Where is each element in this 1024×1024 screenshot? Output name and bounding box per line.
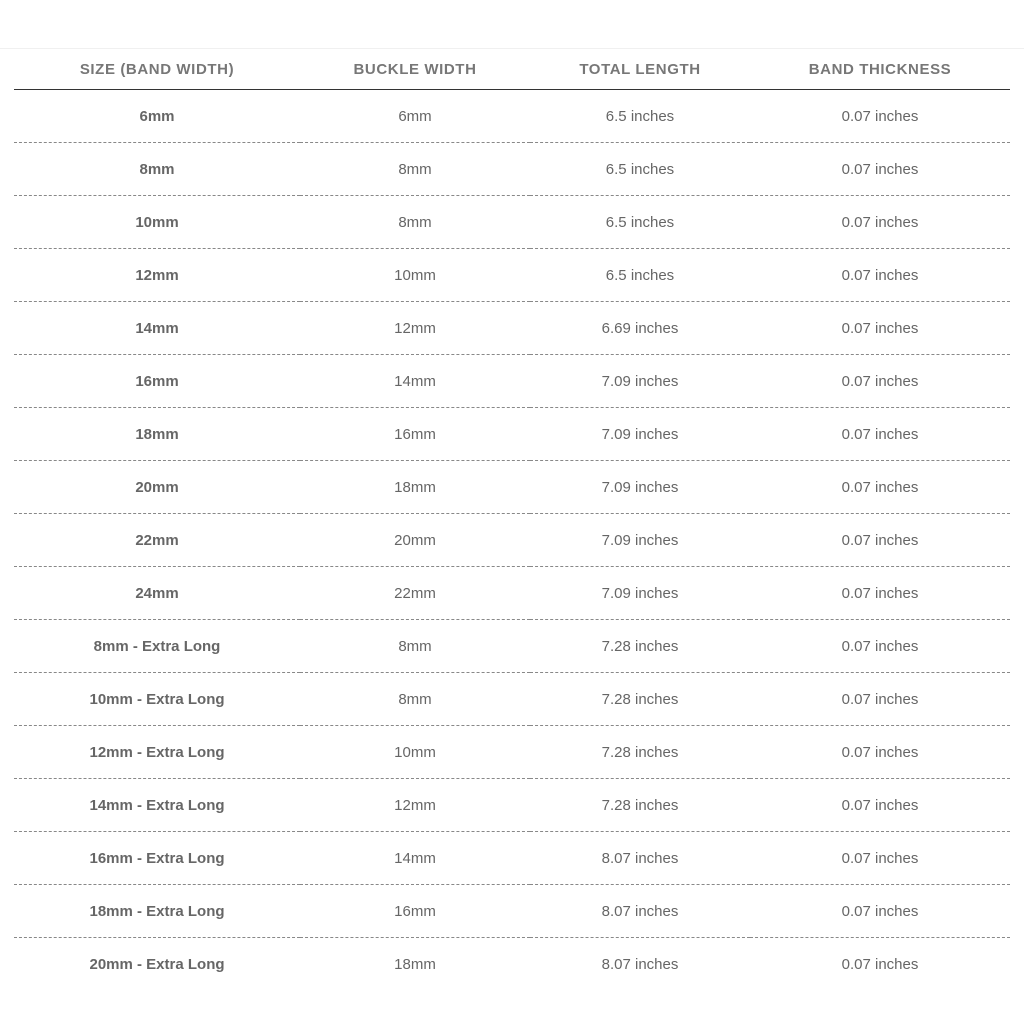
size-cell: 12mm — [14, 249, 300, 302]
buckle-width-cell: 18mm — [394, 955, 436, 973]
total-length-cell: 7.28 inches — [530, 779, 750, 832]
table-row — [14, 726, 1010, 779]
table-header-row — [14, 49, 1010, 90]
total-length-cell: 6.5 inches — [530, 143, 750, 196]
total-length-cell: 6.5 inches — [530, 90, 750, 143]
total-length-cell: 6.5 inches — [530, 249, 750, 302]
total-length-cell: 6.69 inches — [530, 302, 750, 355]
table-row — [14, 514, 1010, 567]
size-cell: 16mm — [14, 355, 300, 408]
table-row — [14, 355, 1010, 408]
size-cell: 6mm — [14, 90, 300, 143]
buckle-width-cell: 10mm — [300, 726, 530, 779]
table-row — [14, 90, 1010, 143]
header-total-length: TOTAL LENGTH — [530, 49, 750, 90]
size-cell: 8mm - Extra Long — [14, 620, 300, 673]
total-length-cell: 7.28 inches — [530, 673, 750, 726]
table-row — [14, 249, 1010, 302]
table-row — [14, 620, 1010, 673]
buckle-width-cell: 8mm — [300, 673, 530, 726]
total-length-cell: 8.07 inches — [601, 955, 679, 973]
total-length-cell: 7.09 inches — [530, 514, 750, 567]
size-cell: 14mm — [14, 302, 300, 355]
buckle-width-cell: 6mm — [300, 90, 530, 143]
table-row — [14, 885, 1010, 938]
table-row — [14, 408, 1010, 461]
header-band-thickness: BAND THICKNESS — [750, 49, 1010, 90]
buckle-width-cell: 14mm — [300, 355, 530, 408]
band-thickness-cell: 0.07 inches — [750, 726, 1010, 779]
size-cell: 12mm - Extra Long — [14, 726, 300, 779]
band-thickness-cell: 0.07 inches — [750, 779, 1010, 832]
buckle-width-cell: 14mm — [300, 832, 530, 885]
table-row — [14, 302, 1010, 355]
size-cell: 14mm - Extra Long — [14, 779, 300, 832]
size-cell: 10mm — [14, 196, 300, 249]
table-row — [14, 461, 1010, 514]
band-thickness-cell: 0.07 inches — [750, 832, 1010, 885]
size-cell: 20mm — [14, 461, 300, 514]
band-thickness-cell: 0.07 inches — [750, 143, 1010, 196]
total-length-cell: 8.07 inches — [530, 832, 750, 885]
total-length-cell: 7.28 inches — [530, 620, 750, 673]
total-length-cell: 7.09 inches — [530, 461, 750, 514]
size-cell: 18mm — [14, 408, 300, 461]
band-thickness-cell: 0.07 inches — [750, 302, 1010, 355]
band-thickness-cell: 0.07 inches — [750, 249, 1010, 302]
band-thickness-cell: 0.07 inches — [750, 514, 1010, 567]
table-row — [14, 143, 1010, 196]
band-thickness-cell: 0.07 inches — [841, 955, 919, 973]
table-row — [14, 673, 1010, 726]
table-row — [14, 196, 1010, 249]
size-cell: 20mm - Extra Long — [89, 955, 225, 973]
band-thickness-cell: 0.07 inches — [750, 673, 1010, 726]
band-thickness-cell: 0.07 inches — [750, 408, 1010, 461]
band-thickness-cell: 0.07 inches — [750, 196, 1010, 249]
buckle-width-cell: 16mm — [300, 408, 530, 461]
total-length-cell: 7.09 inches — [530, 567, 750, 620]
buckle-width-cell: 22mm — [300, 567, 530, 620]
table-row — [14, 567, 1010, 620]
band-thickness-cell: 0.07 inches — [750, 885, 1010, 938]
buckle-width-cell: 18mm — [300, 461, 530, 514]
table-body — [14, 90, 1010, 991]
band-thickness-cell: 0.07 inches — [750, 620, 1010, 673]
size-cell: 16mm - Extra Long — [14, 832, 300, 885]
band-thickness-cell: 0.07 inches — [750, 461, 1010, 514]
size-chart-table — [14, 49, 1010, 990]
buckle-width-cell: 20mm — [300, 514, 530, 567]
total-length-cell: 7.09 inches — [530, 355, 750, 408]
buckle-width-cell: 12mm — [300, 779, 530, 832]
buckle-width-cell: 8mm — [300, 143, 530, 196]
table-row — [14, 938, 1010, 991]
size-cell: 24mm — [14, 567, 300, 620]
buckle-width-cell: 8mm — [300, 620, 530, 673]
size-cell: 22mm — [14, 514, 300, 567]
total-length-cell: 7.28 inches — [530, 726, 750, 779]
table-row — [14, 779, 1010, 832]
total-length-cell: 6.5 inches — [530, 196, 750, 249]
band-thickness-cell: 0.07 inches — [750, 90, 1010, 143]
table-row — [14, 832, 1010, 885]
band-thickness-cell: 0.07 inches — [750, 567, 1010, 620]
header-buckle-width: BUCKLE WIDTH — [300, 49, 530, 90]
size-cell: 18mm - Extra Long — [14, 885, 300, 938]
header-size-band-width: SIZE (BAND WIDTH) — [14, 49, 300, 90]
total-length-cell: 7.09 inches — [530, 408, 750, 461]
buckle-width-cell: 16mm — [300, 885, 530, 938]
size-cell: 10mm - Extra Long — [14, 673, 300, 726]
buckle-width-cell: 8mm — [300, 196, 530, 249]
buckle-width-cell: 10mm — [300, 249, 530, 302]
band-thickness-cell: 0.07 inches — [750, 355, 1010, 408]
size-cell: 8mm — [14, 143, 300, 196]
buckle-width-cell: 12mm — [300, 302, 530, 355]
total-length-cell: 8.07 inches — [530, 885, 750, 938]
